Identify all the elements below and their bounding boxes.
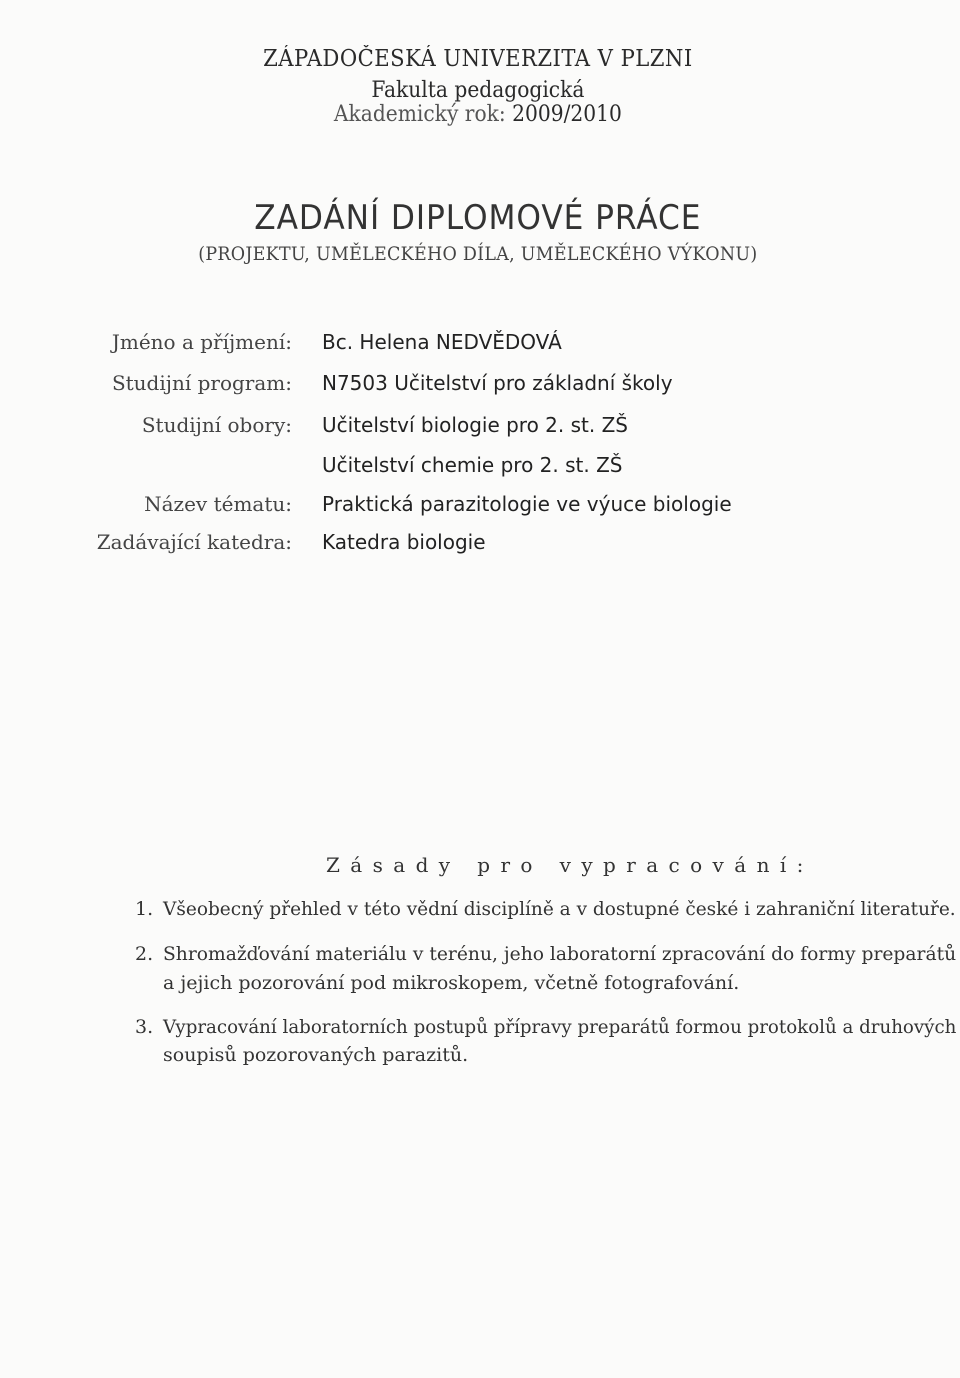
principle-text-continued: a jejich pozorování pod mikroskopem, včetně fotografování. <box>163 972 740 994</box>
topic-value: Praktická parazitologie ve výuce biologie <box>322 492 732 516</box>
department-label: Zadávající katedra: <box>96 530 292 554</box>
principle-text: Všeobecný přehled v této vědní disciplíně a v dostupné české i zahraniční literatuře. <box>163 898 956 920</box>
university-name: ZÁPADOČESKÁ UNIVERZITA V PLZNI <box>263 46 693 72</box>
document-title: ZADÁNÍ DIPLOMOVÉ PRÁCE <box>254 198 702 238</box>
field-of-study-1: Učitelství biologie pro 2. st. ZŠ <box>322 413 628 437</box>
fields-label: Studijní obory: <box>141 413 292 437</box>
program-label: Studijní program: <box>111 371 292 395</box>
principle-text: Vypracování laboratorních postupů přípravy preparátů formou protokolů a druhových <box>163 1016 957 1038</box>
principle-text: Shromažďování materiálu v terénu, jeho laboratorní zpracování do formy preparátů <box>163 943 957 965</box>
academic-year-label: Akademický rok: <box>333 102 506 127</box>
principle-number: 2. <box>135 943 154 965</box>
field-of-study-2: Učitelství chemie pro 2. st. ZŠ <box>322 453 623 477</box>
faculty-name: Fakulta pedagogická <box>371 78 585 103</box>
principles-heading: Zásady pro vypracování: <box>326 853 814 877</box>
department-value: Katedra biologie <box>322 530 486 554</box>
academic-year-value: 2009/2010 <box>512 102 622 127</box>
name-label: Jméno a příjmení: <box>111 330 292 354</box>
name-value: Bc. Helena NEDVĚDOVÁ <box>322 330 562 354</box>
principle-number: 1. <box>135 898 154 920</box>
program-value: N7503 Učitelství pro základní školy <box>322 371 673 395</box>
topic-label: Název tématu: <box>144 492 292 516</box>
principle-number: 3. <box>135 1016 154 1038</box>
academic-year <box>0 102 956 127</box>
document-subtitle: (PROJEKTU, UMĚLECKÉHO DÍLA, UMĚLECKÉHO VÝKONU) <box>198 243 758 265</box>
principle-text-continued: soupisů pozorovaných parazitů. <box>163 1044 469 1066</box>
